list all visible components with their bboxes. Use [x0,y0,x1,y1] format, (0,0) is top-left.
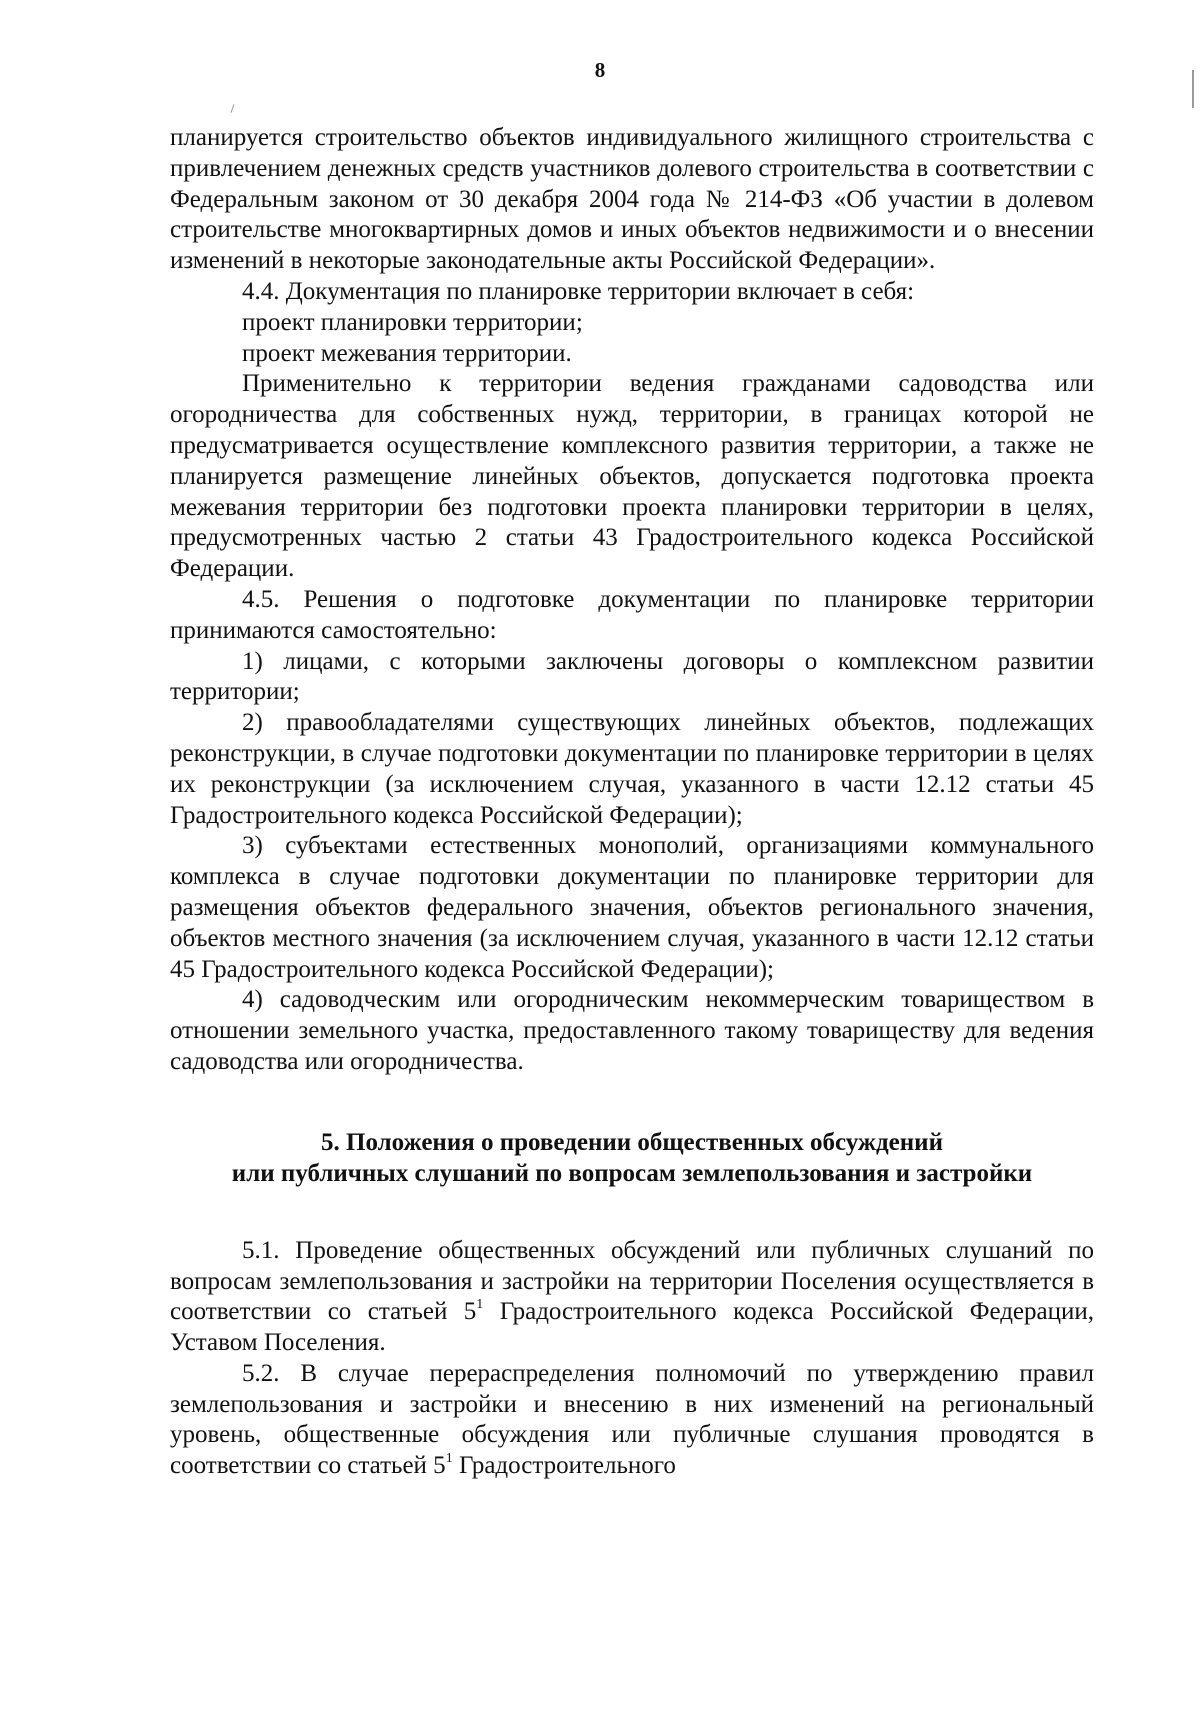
list-item-4-5-4: 4) садоводческим или огородническим некоммерческим товариществом в отношении земельного участка, предоставленного такому товариществу для ведения садоводства или огородничества. [170,986,1094,1075]
list-item-4-5-2: 2) правообладателями существующих линейных объектов, подлежащих реконструкции, в случае подготовки документации по планировке территории в целях их реконструкции (за исключением случая, указанного в части 12.12 статьи 45 Градостроительного кодекса Российской Федерации); [170,709,1094,829]
paragraph-4-4-gardening: Применительно к территории ведения гражданами садоводства или огородничества для собственных нужд, территории, в границах которой не предусматривается осуществление комплексного развития территории, а также не планируется размещение линейных объектов, допускается подготовка проекта межевания территории без подготовки проекта планировки территории в целях, предусмотренных частью 2 статьи 43 Градостроительного кодекса Российской Федерации. [170,370,1094,583]
document-body [170,123,1094,1482]
list-item-surveying-project: проект межевания территории. [242,339,572,367]
paragraph-5-2 [170,1359,1094,1482]
paragraph-4-4: 4.4. Документация по планировке территории включает в себя: [242,277,915,305]
list-item-4-5-3: 3) субъектами естественных монополий, организациями коммунального комплекса в случае подготовки документации по планировке территории для размещения объектов федерального значения, объектов регионального значения, объектов местного значения (за исключением случая, указанного в части 12.12 статьи 45 Градостроительного кодекса Российской Федерации); [170,832,1094,983]
paragraph-5-1-superscript: 1 [476,1297,484,1313]
list-item-4-5-1: 1) лицами, с которыми заключены договоры о комплексном развитии территории; [170,647,1094,706]
section-5-heading-line-2: или публичных слушаний по вопросам землепользования и застройки [231,1159,1033,1187]
paragraph-5-2-superscript: 1 [445,1451,453,1467]
paragraph-5-2-text-a: 5.2. В случае перераспределения полномочий по утверждению правил землепользования и застройки и внесению в них изменений на региональный уровень, общественные обсуждения или публичные слушания проводятся в соответствии со статьей 5 [170,1359,1094,1480]
page-number: 8 [594,58,606,82]
paragraph-5-1-text-a: 5.1. Проведение общественных обсуждений или публичных слушаний по вопросам землепользования и застройки на территории Поселения осуществляется в соответствии со статьей 5 [170,1236,1094,1326]
list-item-planning-project: проект планировки территории; [242,308,583,336]
paragraph-5-1 [170,1236,1094,1359]
paragraph-continuation: планируется строительство объектов индивидуального жилищного строительства с привлечением денежных средств участников долевого строительства в соответствии с Федеральным законом от 30 декабря 2004 года № 214-ФЗ «Об участии в долевом строительстве многоквартирных домов и иных объектов недвижимости и о внесении изменений в некоторые законодательные акты Российской Федерации». [170,124,1094,275]
section-5-heading-line-1: 5. Положения о проведении общественных обсуждений [321,1128,943,1156]
scan-dust-mark [230,104,234,113]
section-5-heading [170,1127,1094,1189]
paragraph-4-5: 4.5. Решения о подготовке документации по планировке территории принимаются самостоятельно: [170,585,1094,644]
paragraph-5-2-text-b: Градостроительного [452,1452,676,1480]
paragraph-5-1-text-b: Градостроительного кодекса Российской Федерации, Уставом Поселения. [170,1298,1095,1357]
scan-edge-mark [1192,70,1194,108]
